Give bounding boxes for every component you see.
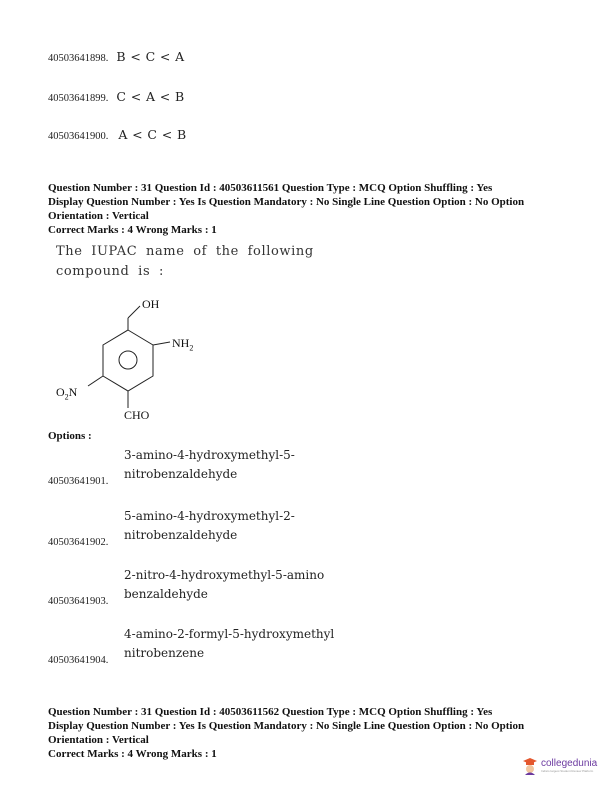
next-question-meta [48, 705, 588, 761]
o2n-subscript: 2 [64, 392, 69, 402]
o2n-label [56, 385, 77, 401]
option-text [124, 446, 354, 484]
question-text [56, 242, 316, 282]
logo-text-block [541, 759, 597, 774]
question-text-line: compound is : [56, 264, 164, 279]
question-meta-line: Orientation : Vertical [48, 210, 149, 222]
option-text [124, 625, 354, 663]
option-text-line: benzaldehyde [124, 587, 208, 601]
option-3[interactable] [48, 566, 448, 610]
option-id: 40503641903. [48, 596, 109, 607]
benzene-ring [103, 330, 153, 391]
option-text-line: nitrobenzaldehyde [124, 528, 238, 542]
cho-label: CHO [124, 408, 150, 422]
option-text-line: 5-amino-4-hydroxymethyl-2- [124, 509, 295, 523]
option-text-line: 3-amino-4-hydroxymethyl-5- [124, 448, 295, 462]
collegedunia-logo [522, 757, 597, 775]
question-marks: Correct Marks : 4 Wrong Marks : 1 [48, 748, 217, 760]
prev-option-3 [48, 126, 187, 144]
nh2-bond [153, 342, 170, 345]
no2-bond [88, 376, 103, 386]
option-id: 40503641902. [48, 537, 109, 548]
o2n-n: N [68, 385, 78, 399]
option-1[interactable] [48, 446, 448, 490]
oh-bond [128, 306, 140, 318]
option-text: B < C < A [116, 49, 185, 64]
option-id: 40503641904. [48, 655, 109, 666]
logo-name: collegedunia [541, 757, 598, 769]
option-id: 40503641901. [48, 476, 109, 487]
question-text-line: The IUPAC name of the following [56, 244, 314, 259]
option-text: C < A < B [116, 89, 185, 104]
option-text: A < C < B [118, 127, 187, 142]
option-text-line: nitrobenzaldehyde [124, 467, 238, 481]
nh2-text: NH [172, 336, 190, 350]
question-meta-line: Display Question Number : Yes Is Question Mandatory : No Single Line Question Option : No Option [48, 196, 525, 208]
option-id: 40503641900. [48, 131, 109, 142]
options-label: Options : [48, 430, 92, 442]
oh-label: OH [142, 297, 160, 311]
question-marks: Correct Marks : 4 Wrong Marks : 1 [48, 224, 217, 236]
aromatic-circle [119, 351, 137, 369]
nh2-label [172, 336, 193, 352]
option-text [124, 566, 354, 604]
graduation-cap-icon [522, 757, 538, 775]
option-text-line: nitrobenzene [124, 646, 205, 660]
prev-option-1 [48, 48, 185, 66]
option-id: 40503641898. [48, 53, 109, 64]
prev-option-2 [48, 88, 185, 106]
logo-tagline: India's largest Student Review Platform [541, 768, 594, 773]
nh2-subscript: 2 [189, 343, 194, 353]
option-text-line: 2-nitro-4-hydroxymethyl-5-amino [124, 568, 325, 582]
option-text-line: 4-amino-2-formyl-5-hydroxymethyl [124, 627, 335, 641]
question-meta-line: Orientation : Vertical [48, 734, 149, 746]
option-4[interactable] [48, 625, 448, 669]
option-2[interactable] [48, 507, 448, 551]
o2n-o: O [56, 385, 65, 399]
option-id: 40503641899. [48, 93, 109, 104]
question-meta-line: Question Number : 31 Question Id : 40503611561 Question Type : MCQ Option Shuffling : Yes [48, 182, 493, 194]
question-meta-line: Display Question Number : Yes Is Question Mandatory : No Single Line Question Option : No Option [48, 720, 525, 732]
question-meta-line: Question Number : 31 Question Id : 40503611562 Question Type : MCQ Option Shuffling : Yes [48, 706, 493, 718]
question-meta [48, 181, 588, 237]
option-text [124, 507, 354, 545]
